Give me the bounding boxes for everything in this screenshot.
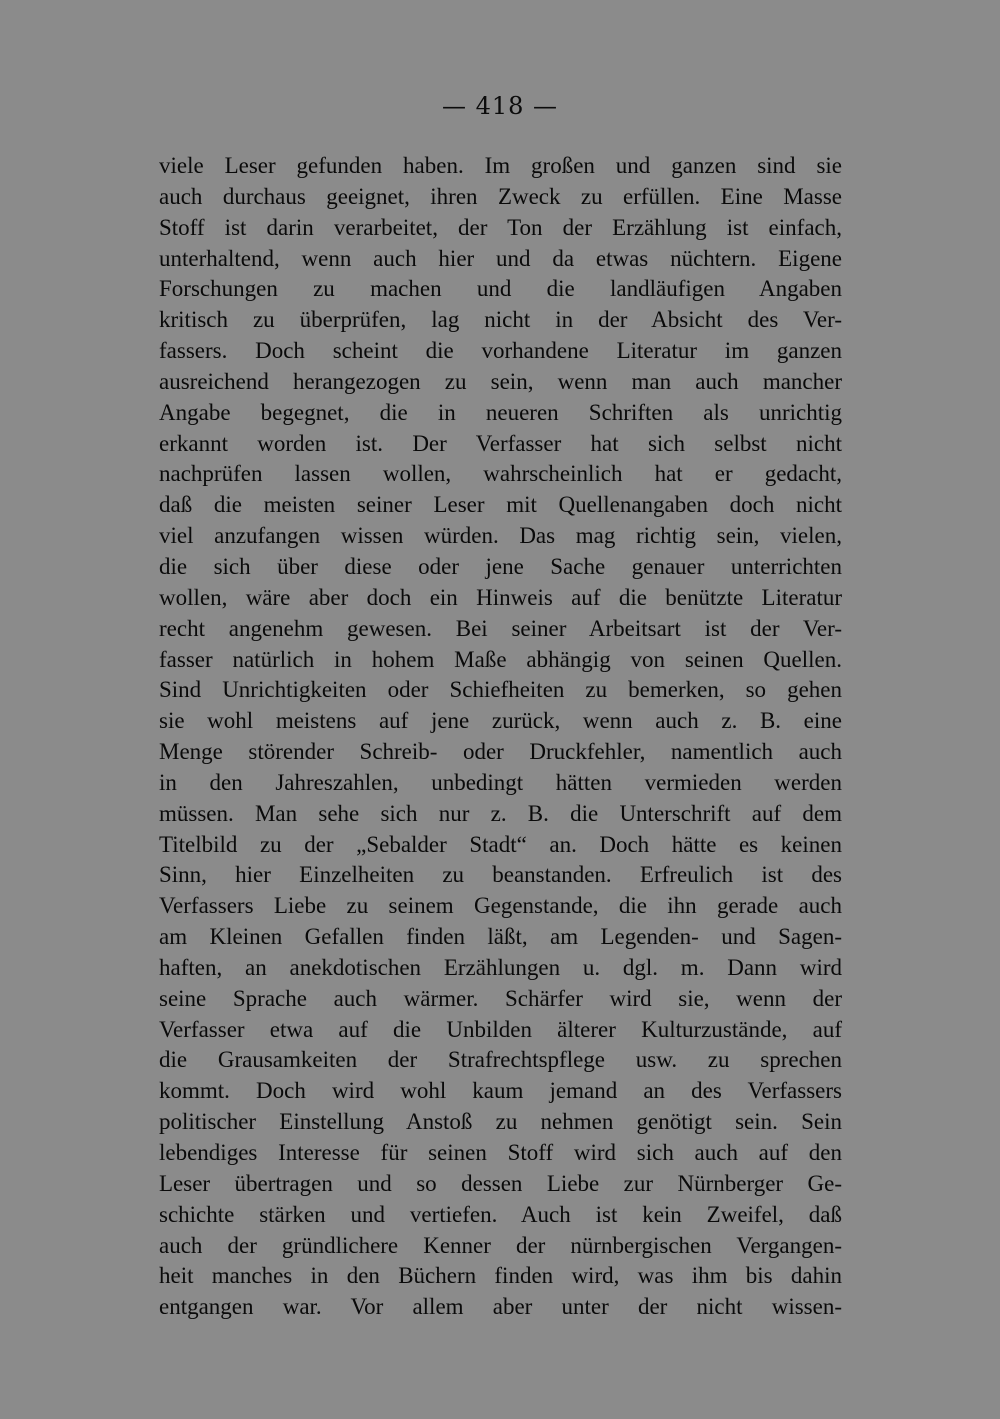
text-line: unterhaltend, wenn auch hier und da etwas nüchtern. Eigene: [159, 245, 842, 271]
text-line: Angabe begegnet, die in neueren Schriften als unrichtig: [159, 399, 842, 425]
text-line: seine Sprache auch wärmer. Schärfer wird sie, wenn der: [159, 985, 842, 1011]
text-line: Sinn, hier Einzelheiten zu beanstanden. Erfreulich ist des: [159, 862, 842, 888]
body-text: [159, 151, 842, 1323]
text-line: entgangen war. Vor allem aber unter der nicht wissen-: [159, 1294, 842, 1320]
text-line: Leser übertragen und so dessen Liebe zur Nürnberger Ge-: [159, 1170, 842, 1196]
text-line: kommt. Doch wird wohl kaum jemand an des Verfassers: [159, 1078, 842, 1104]
text-line: ausreichend herangezogen zu sein, wenn man auch mancher: [159, 368, 842, 394]
text-line: Titelbild zu der „Sebalder Stadt“ an. Doch hätte es keinen: [159, 831, 842, 857]
text-line: kritisch zu überprüfen, lag nicht in der Absicht des Ver-: [159, 307, 842, 333]
text-line: recht angenehm gewesen. Bei seiner Arbeitsart ist der Ver-: [159, 615, 842, 641]
text-line: daß die meisten seiner Leser mit Quellenangaben doch nicht: [159, 492, 842, 518]
text-line: Verfasser etwa auf die Unbilden älterer Kulturzustände, auf: [159, 1016, 842, 1042]
text-line: fasser natürlich in hohem Maße abhängig von seinen Quellen.: [159, 646, 842, 672]
text-line: am Kleinen Gefallen finden läßt, am Legenden- und Sagen-: [159, 924, 842, 950]
text-line: heit manches in den Büchern finden wird, was ihm bis dahin: [159, 1263, 842, 1289]
text-line: wollen, wäre aber doch ein Hinweis auf die benützte Literatur: [159, 584, 842, 610]
page-number: — 418 —: [441, 92, 559, 120]
text-line: in den Jahreszahlen, unbedingt hätten vermieden werden: [159, 769, 842, 795]
text-line: sie wohl meistens auf jene zurück, wenn auch z. B. eine: [159, 708, 842, 734]
text-line: schichte stärken und vertiefen. Auch ist kein Zweifel, daß: [159, 1201, 842, 1227]
text-line: fassers. Doch scheint die vorhandene Literatur im ganzen: [159, 338, 842, 364]
text-line: erkannt worden ist. Der Verfasser hat sich selbst nicht: [159, 430, 842, 456]
text-line: Sind Unrichtigkeiten oder Schiefheiten zu bemerken, so gehen: [159, 677, 842, 703]
text-line: lebendiges Interesse für seinen Stoff wird sich auch auf den: [159, 1140, 842, 1165]
text-line: viele Leser gefunden haben. Im großen und ganzen sind sie: [159, 153, 842, 178]
text-line: auch durchaus geeignet, ihren Zweck zu erfüllen. Eine Masse: [159, 183, 842, 209]
text-line: die sich über diese oder jene Sache genauer unterrichten: [159, 553, 842, 579]
text-line: haften, an anekdotischen Erzählungen u. dgl. m. Dann wird: [159, 954, 842, 980]
text-line: müssen. Man sehe sich nur z. B. die Unterschrift auf dem: [159, 800, 842, 826]
text-line: viel anzufangen wissen würden. Das mag richtig sein, vielen,: [159, 523, 842, 549]
text-line: auch der gründlichere Kenner der nürnbergischen Vergangen-: [159, 1232, 842, 1258]
text-line: Stoff ist darin verarbeitet, der Ton der Erzählung ist einfach,: [159, 214, 842, 240]
text-line: Menge störender Schreib- oder Druckfehler, namentlich auch: [159, 739, 842, 765]
text-line: politischer Einstellung Anstoß zu nehmen genötigt sein. Sein: [159, 1109, 842, 1135]
text-line: Verfassers Liebe zu seinem Gegenstande, die ihn gerade auch: [159, 893, 842, 919]
text-line: nachprüfen lassen wollen, wahrscheinlich hat er gedacht,: [159, 461, 842, 487]
text-line: die Grausamkeiten der Strafrechtspflege usw. zu sprechen: [159, 1047, 842, 1073]
text-line: Forschungen zu machen und die landläufigen Angaben: [159, 276, 842, 302]
